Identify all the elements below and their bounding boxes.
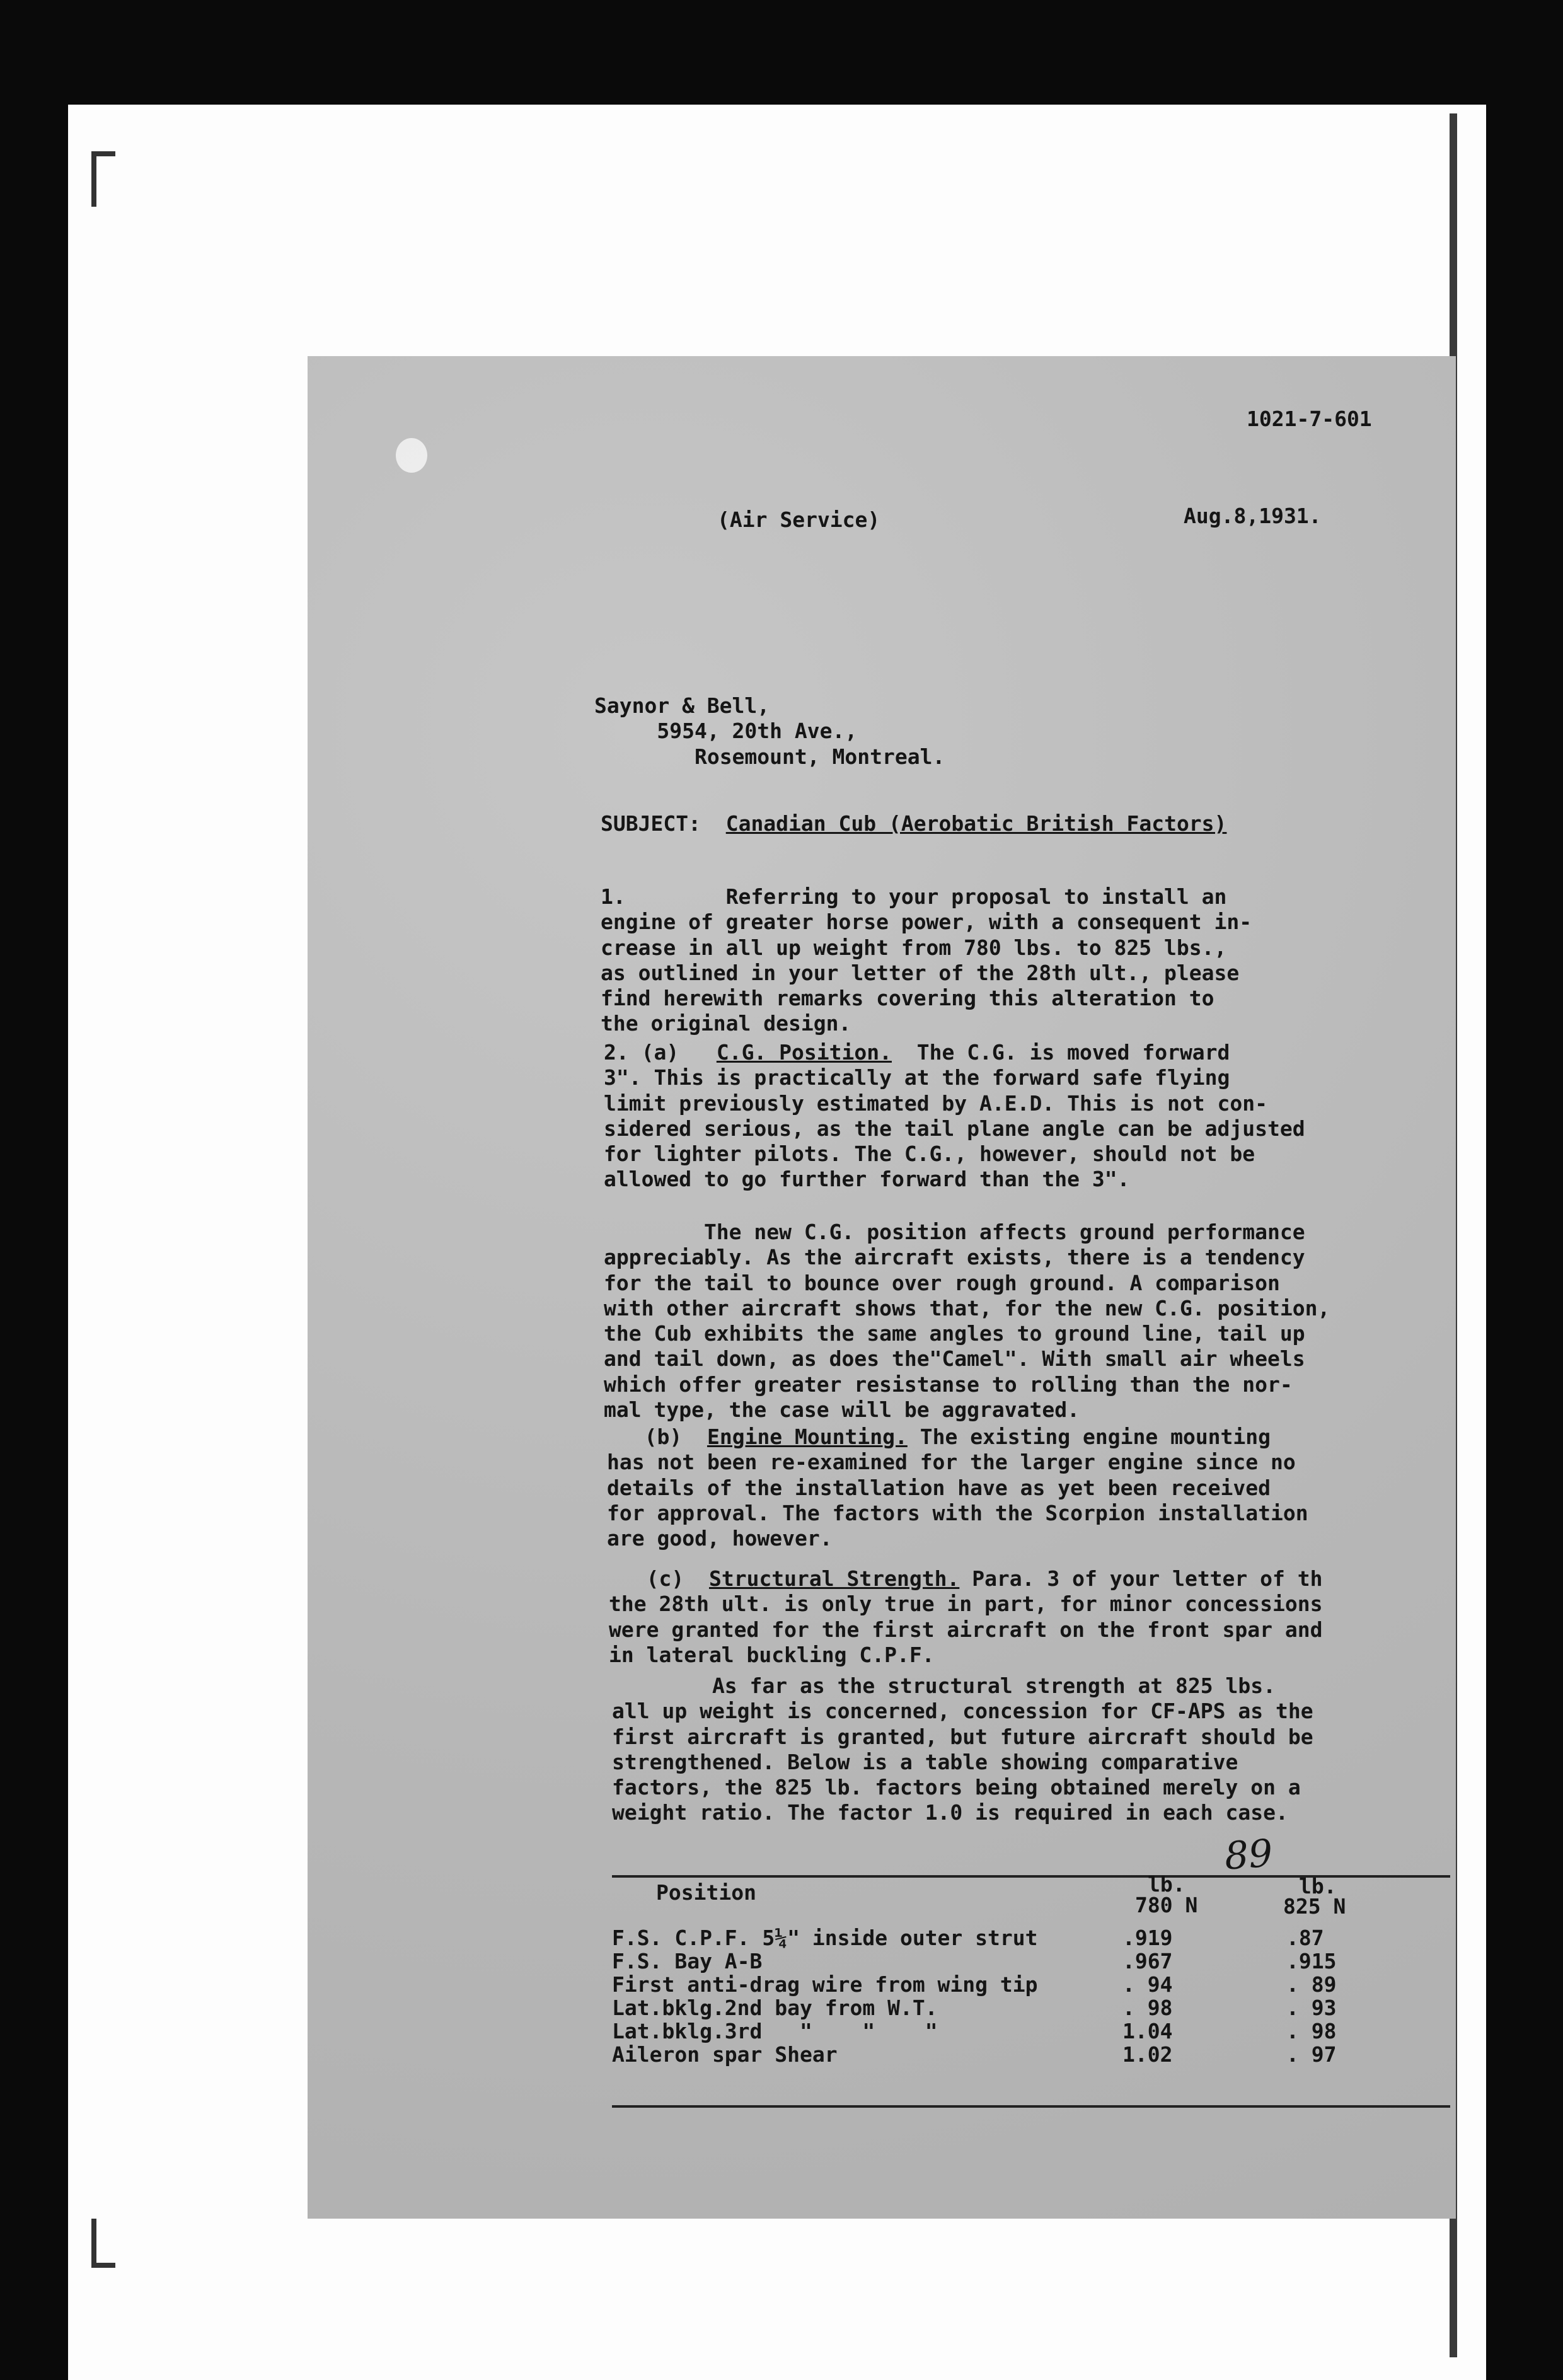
row-factor-780: . 98 [1122,1996,1173,2020]
paragraph-2a [604,1040,1305,1193]
corner-mark-top-left [91,151,115,207]
paragraph-2a-title: C.G. Position. [716,1040,892,1065]
row-position: Lat.bklg.3rd " " " [612,2019,938,2043]
column-header-780: 780 N [1135,1893,1198,1917]
row-factor-825: . 98 [1286,2019,1337,2043]
row-position: Aileron spar Shear [612,2042,838,2067]
paragraph-2c-text: Para. 3 of your letter of th the 28th ult. is only true in part, for minor concessions were granted for the first aircraft on the front spar and in lateral buckling C.P.F. [609,1566,1323,1667]
table-bottom-rule [612,2105,1450,2108]
recipient-address [594,693,945,770]
row-factor-780: 1.02 [1122,2042,1173,2067]
paragraph-2a-number: 2. (a) [604,1040,679,1065]
row-factor-825: .915 [1286,1949,1337,1973]
paragraph-2c-number: (c) [609,1566,684,1591]
subject-text: Canadian Cub (Aerobatic British Factors) [725,811,1227,836]
row-position: Lat.bklg.2nd bay from W.T. [612,1996,938,2020]
row-factor-825: . 93 [1286,1996,1337,2020]
table-row [612,1996,1450,2019]
row-factor-780: 1.04 [1122,2019,1173,2043]
table-row [612,2019,1450,2043]
row-factor-825: . 89 [1286,1972,1337,1997]
subject-line [601,811,1226,836]
paper-blemish [396,438,427,473]
row-factor-825: .87 [1286,1926,1324,1950]
table-row [612,1949,1450,1973]
letter-page [308,356,1456,2219]
paragraph-2c [609,1566,1323,1668]
handwritten-page-number: 89 [1223,1831,1274,1879]
paragraph-2b-number: (b) [607,1424,683,1449]
row-factor-780: .919 [1122,1926,1173,1950]
paragraph-2a-text: The C.G. is moved forward 3". This is practically at the forward safe flying limit previously estimated by A.E.D. This is not con- sidered serious, as the tail plane angle can be adjusted for lighter pilots. The C.G., however, should not be allowed to go further forward than the 3". [604,1040,1305,1192]
address-line-2: 5954, 20th Ave., [657,719,858,744]
row-position: First anti-drag wire from wing tip [612,1972,1038,1997]
letter-date: Aug.8,1931. [1184,504,1322,528]
column-header-825: 825 N [1283,1894,1346,1919]
row-factor-780: .967 [1122,1949,1173,1973]
paragraph-2b-title: Engine Mounting. [707,1424,908,1449]
service-heading: (Air Service) [717,507,880,532]
column-header-position: Position [656,1880,756,1905]
paragraph-2b [607,1424,1308,1551]
paragraph-2c-continued: As far as the structural strength at 825 lbs. all up weight is concerned, concession for CF-APS as the first aircraft is granted, but future aircraft should be strengthened. Below is a table showing comparative factors, the 825 lb. factors being obtained merely on a weight ratio. The factor 1.0 is required in each case. [612,1673,1313,1825]
paragraph-2c-title: Structural Strength. [708,1566,960,1591]
table-row [612,2042,1450,2066]
paragraph-1: 1. Referring to your proposal to install an engine of greater horse power, with a consequent in- crease in all up weight from 780 lbs. to 825 lbs., as outlined in your letter of the 28th ult., please find herewith remarks covering this alteration to the original design. [601,884,1252,1036]
corner-mark-bottom-left [91,2219,115,2268]
column-header-780-unit: lb. [1148,1872,1185,1897]
row-position: F.S. Bay A-B [612,1949,763,1973]
paragraph-2b-text: The existing engine mounting has not been re-examined for the larger engine since no details of the installation have as yet been received for approval. The factors with the Scorpion installation are good, however. [607,1424,1308,1551]
column-header-825-unit: lb. [1299,1874,1337,1898]
row-factor-825: . 97 [1286,2042,1337,2067]
row-factor-780: . 94 [1122,1972,1173,1997]
document-reference: 1021-7-601 [1247,407,1372,431]
table-row [612,1926,1450,1950]
paragraph-2a-continued: The new C.G. position affects ground performance appreciably. As the aircraft exists, there is a tendency for the tail to bounce over rough ground. A comparison with other aircraft shows that, for the new C.G. position, the Cub exhibits the same angles to ground line, tail up and tail down, as does the"Camel". With small air wheels which offer greater resistanse to rolling than the nor- mal type, the case will be aggravated. [604,1220,1330,1422]
address-line-1: Saynor & Bell, [594,693,770,718]
subject-label: SUBJECT: [601,811,701,836]
row-position: F.S. C.P.F. 5¼" inside outer strut [612,1926,1038,1950]
table-row [612,1972,1450,1996]
address-line-3: Rosemount, Montreal. [694,744,945,769]
